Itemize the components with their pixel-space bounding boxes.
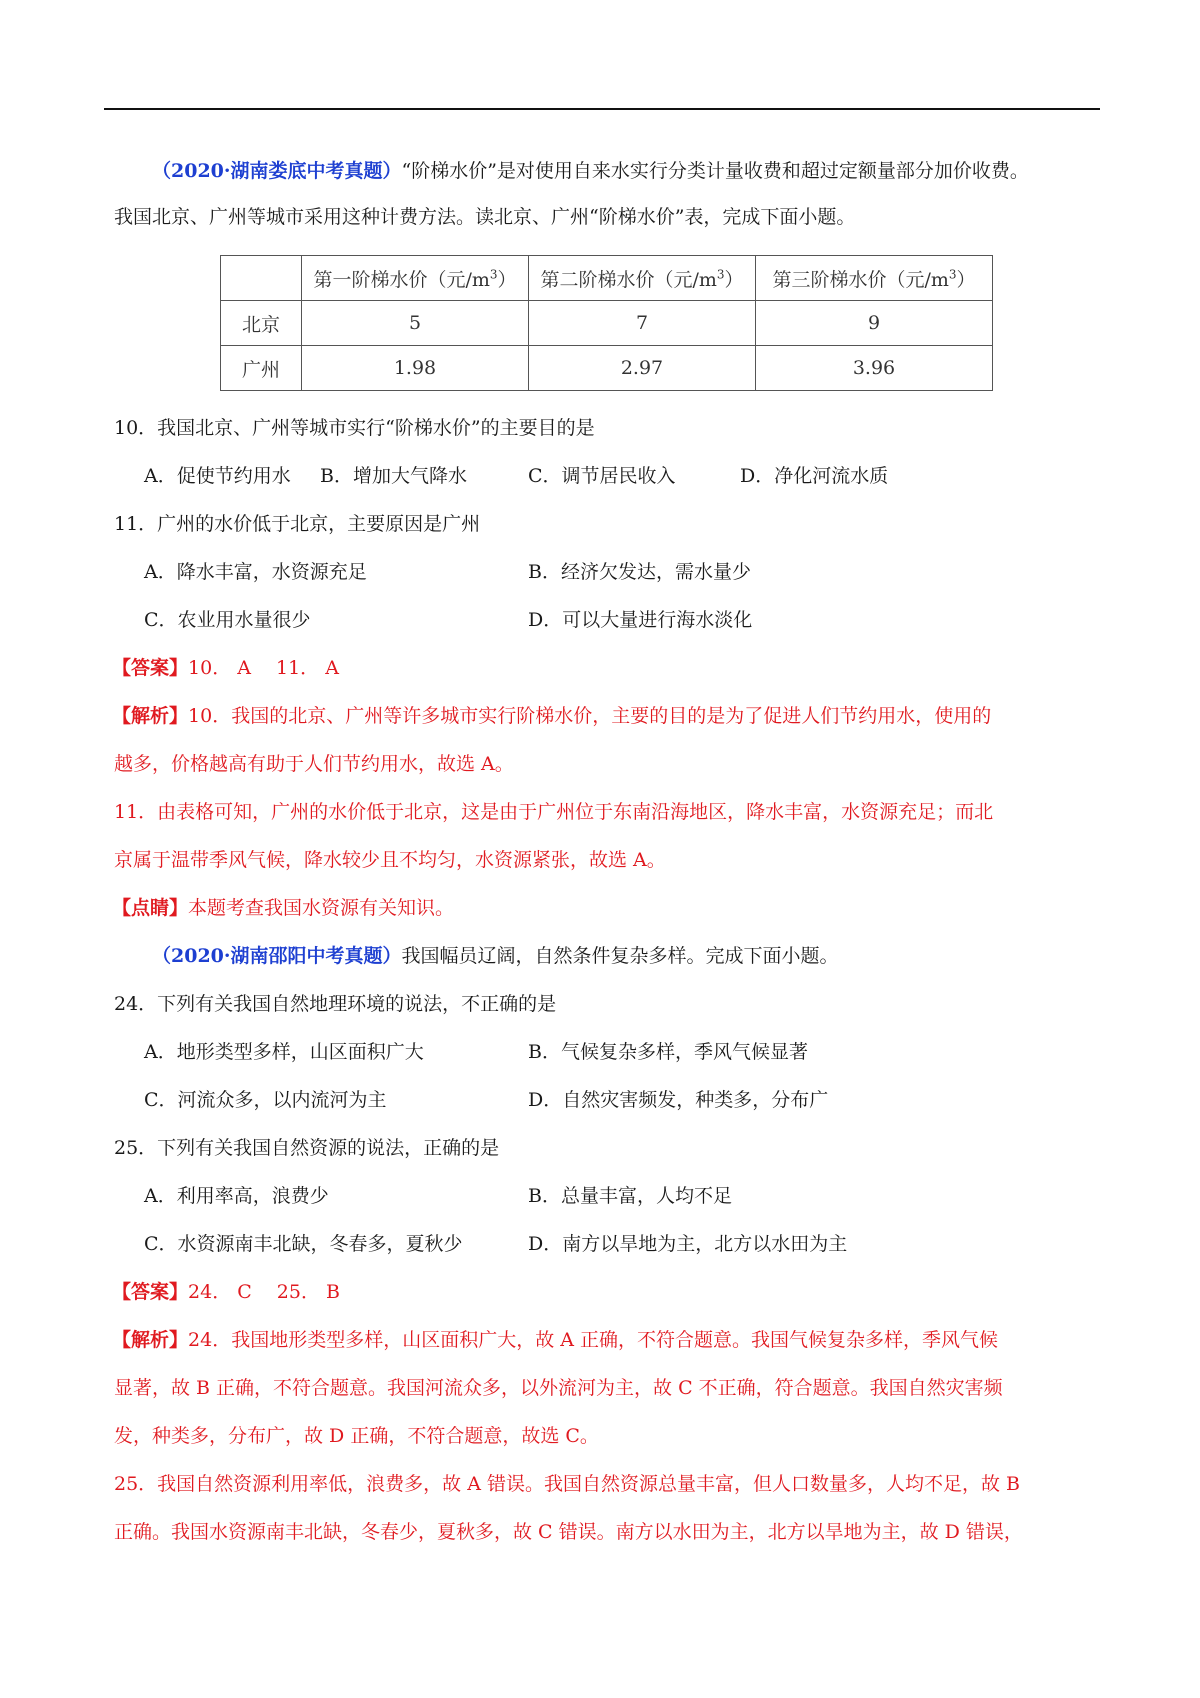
explanation-1-line-1: 【解析】10．我国的北京、广州等许多城市实行阶梯水价，主要的目的是为了促进人们节约用水，使用的 [112, 705, 992, 727]
question-24-option-c: C．河流众多，以内流河为主 [144, 1089, 387, 1111]
table-header: 第二阶梯水价（元$/m^3$） [529, 256, 756, 301]
question-10-option-d: D．净化河流水质 [740, 465, 889, 487]
source-citation: （2020·湖南邵阳中考真题） [152, 945, 402, 967]
table-row [221, 346, 993, 391]
explanation-1-line-4: 京属于温带季风气候，降水较少且不均匀，水资源紧张，故选 A。 [114, 849, 666, 871]
question-25-option-d: D．南方以旱地为主，北方以水田为主 [528, 1233, 848, 1255]
question-25-option-a: A．利用率高，浪费少 [144, 1185, 329, 1207]
table-row [221, 301, 993, 346]
table-corner [221, 256, 302, 301]
answer-tag: 【答案】 [112, 1281, 189, 1303]
tip-block: 【点睛】本题考查我国水资源有关知识。 [112, 897, 455, 919]
table-cell: 5 [302, 301, 529, 346]
intro-text: “阶梯水价”是对使用自来水实行分类计量收费和超过定额量部分加价收费。 [401, 160, 1029, 182]
question-10-stem: 10．我国北京、广州等城市实行“阶梯水价”的主要目的是 [114, 417, 595, 439]
explanation-1-line-3: 11．由表格可知，广州的水价低于北京，这是由于广州位于东南沿海地区，降水丰富，水资源充足；而北 [114, 801, 994, 823]
water-price-table [220, 255, 993, 391]
question-10-option-b: B．增加大气降水 [320, 465, 467, 487]
explanation-2-line-5: 正确。我国水资源南丰北缺，冬春少，夏秋多，故 C 错误。南方以水田为主，北方以旱地为主，故 D 错误， [114, 1521, 1023, 1543]
answer-tag: 【答案】 [112, 657, 189, 679]
answer-text: 24． C 25． B [188, 1281, 340, 1303]
question-11-option-c: C．农业用水量很少 [144, 609, 311, 631]
explanation-2-line-1: 【解析】24．我国地形类型多样，山区面积广大，故 A 正确，不符合题意。我国气候复杂多样，季风气候 [112, 1329, 998, 1351]
explanation-2-line-4: 25．我国自然资源利用率低，浪费多，故 A 错误。我国自然资源总量丰富，但人口数量多，人均不足，故 B [114, 1473, 1020, 1495]
table-cell: 9 [756, 301, 993, 346]
answer-text: 10． A 11． A [188, 657, 339, 679]
table-cell: 7 [529, 301, 756, 346]
question-10-option-a: A．促使节约用水 [144, 465, 291, 487]
intro-2: （2020·湖南邵阳中考真题）我国幅员辽阔，自然条件复杂多样。完成下面小题。 [152, 945, 839, 967]
table-row-label: 广州 [221, 346, 302, 391]
table-cell: 1.98 [302, 346, 529, 391]
intro-line-2: 我国北京、广州等城市采用这种计费方法。读北京、广州“阶梯水价”表，完成下面小题。 [114, 206, 856, 228]
question-25-option-c: C．水资源南丰北缺，冬春多，夏秋少 [144, 1233, 463, 1255]
explanation-tag: 【解析】 [112, 1329, 189, 1351]
answer-block-2 [112, 1278, 340, 1306]
tip-tag: 【点睛】 [112, 897, 189, 919]
question-11-option-d: D．可以大量进行海水淡化 [528, 609, 753, 631]
table-cell: 3.96 [756, 346, 993, 391]
question-25-option-b: B．总量丰富，人均不足 [528, 1185, 732, 1207]
table-header: 第一阶梯水价（元$/m^3$） [302, 256, 529, 301]
question-11-stem: 11．广州的水价低于北京，主要原因是广州 [114, 513, 481, 535]
table-cell: 2.97 [529, 346, 756, 391]
table-header: 第三阶梯水价（元$/m^3$） [756, 256, 993, 301]
header-rule [104, 108, 1100, 110]
table-row-label: 北京 [221, 301, 302, 346]
explanation-2-line-2: 显著，故 B 正确，不符合题意。我国河流众多，以外流河为主，故 C 不正确，符合题意。我国自然灾害频 [114, 1377, 1003, 1399]
question-24-option-b: B．气候复杂多样，季风气候显著 [528, 1041, 808, 1063]
question-25-stem: 25．下列有关我国自然资源的说法，正确的是 [114, 1137, 500, 1159]
question-11-option-a: A．降水丰富，水资源充足 [144, 561, 367, 583]
explanation-tag: 【解析】 [112, 705, 189, 727]
explanation-1-line-2: 越多，价格越高有助于人们节约用水，故选 A。 [114, 753, 514, 775]
answer-block-1 [112, 654, 339, 682]
question-24-stem: 24．下列有关我国自然地理环境的说法，不正确的是 [114, 993, 557, 1015]
question-24-option-a: A．地形类型多样，山区面积广大 [144, 1041, 424, 1063]
explanation-2-line-3: 发，种类多，分布广，故 D 正确，不符合题意，故选 C。 [114, 1425, 599, 1447]
question-10-option-c: C．调节居民收入 [528, 465, 676, 487]
source-citation: （2020·湖南娄底中考真题） [152, 160, 402, 182]
intro-line-1 [152, 157, 1029, 185]
question-24-option-d: D．自然灾害频发，种类多，分布广 [528, 1089, 829, 1111]
table-header-row [221, 256, 993, 301]
question-11-option-b: B．经济欠发达，需水量少 [528, 561, 751, 583]
